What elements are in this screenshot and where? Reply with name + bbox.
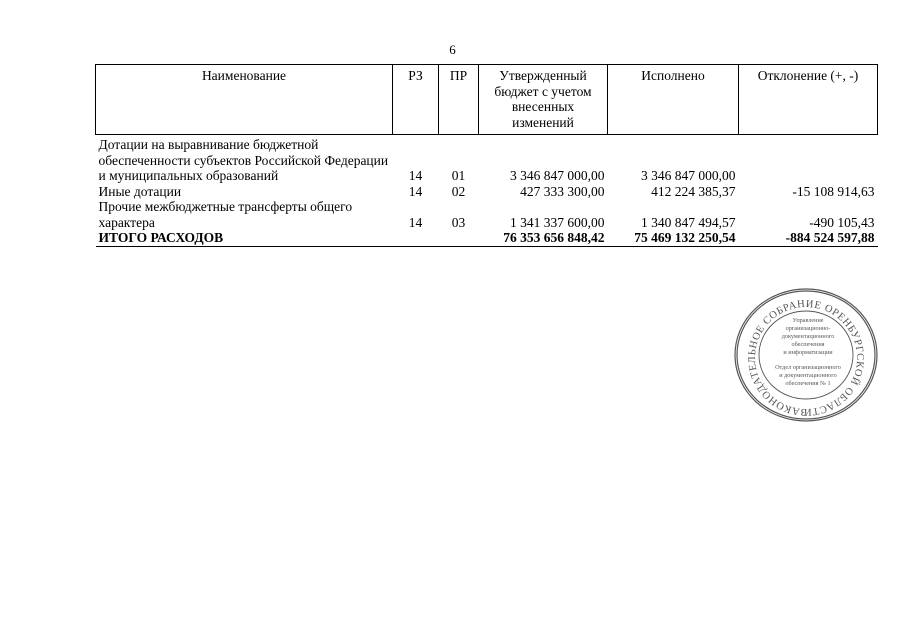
header-approved: Утвержденный бюджет с учетом внесенных изменений	[479, 65, 608, 135]
row-pr: 03	[451, 214, 466, 230]
total-executed: 75 469 132 250,54	[608, 230, 739, 246]
total-row	[96, 230, 878, 246]
table-row	[96, 184, 878, 200]
row-pr: 01	[451, 168, 466, 183]
table-row	[96, 135, 878, 184]
stamp-line: обеспечения № 1	[785, 380, 831, 387]
budget-table	[95, 64, 878, 247]
row-approved: 427 333 300,00	[520, 183, 605, 199]
stamp-line: Управление	[792, 317, 824, 324]
row-rz: 14	[408, 183, 423, 199]
header-executed: Исполнено	[608, 65, 739, 135]
row-rz: 14	[408, 214, 423, 230]
header-name: Наименование	[96, 65, 393, 135]
stamp-line: Отдел организационного	[775, 364, 841, 371]
row-deviation: -15 108 914,63	[792, 183, 875, 199]
row-pr: 02	[451, 183, 466, 199]
header-deviation: Отклонение (+, -)	[739, 65, 878, 135]
header-pr: ПР	[439, 65, 479, 135]
page-number: 6	[449, 42, 456, 57]
row-approved: 3 346 847 000,00	[510, 168, 605, 183]
stamp-line: обеспечения	[791, 341, 825, 348]
row-executed: 1 340 847 494,57	[641, 214, 736, 230]
stamp-line: и информатизации	[783, 349, 833, 356]
table-row	[96, 199, 878, 230]
row-name: Иные дотации	[98, 183, 182, 199]
stamp-outer-text: ЗАКОНОДАТЕЛЬНОЕ СОБРАНИЕ ОРЕНБУРГСКОЙ ОБЛАСТИ	[746, 298, 866, 418]
stamp-line: и документационного	[779, 372, 837, 379]
row-name: Дотации на выравнивание бюджетной обеспеченности субъектов Российской Федерации и муниципальных образований	[98, 137, 389, 183]
total-deviation: -884 524 597,88	[739, 230, 878, 246]
official-stamp	[733, 287, 879, 423]
header-rz: РЗ	[393, 65, 439, 135]
total-label: ИТОГО РАСХОДОВ	[96, 230, 393, 246]
row-rz: 14	[408, 168, 423, 183]
stamp-line: документационного	[781, 333, 835, 340]
table-header-row	[96, 65, 878, 135]
row-name: Прочие межбюджетные трансферты общего характера	[98, 199, 353, 230]
row-executed: 412 224 385,37	[651, 183, 736, 199]
total-approved: 76 353 656 848,42	[479, 230, 608, 246]
row-approved: 1 341 337 600,00	[510, 214, 605, 230]
row-deviation: -490 105,43	[809, 214, 875, 230]
stamp-line: организационно-	[785, 325, 831, 332]
row-deviation	[739, 135, 878, 184]
row-executed: 3 346 847 000,00	[641, 168, 736, 183]
